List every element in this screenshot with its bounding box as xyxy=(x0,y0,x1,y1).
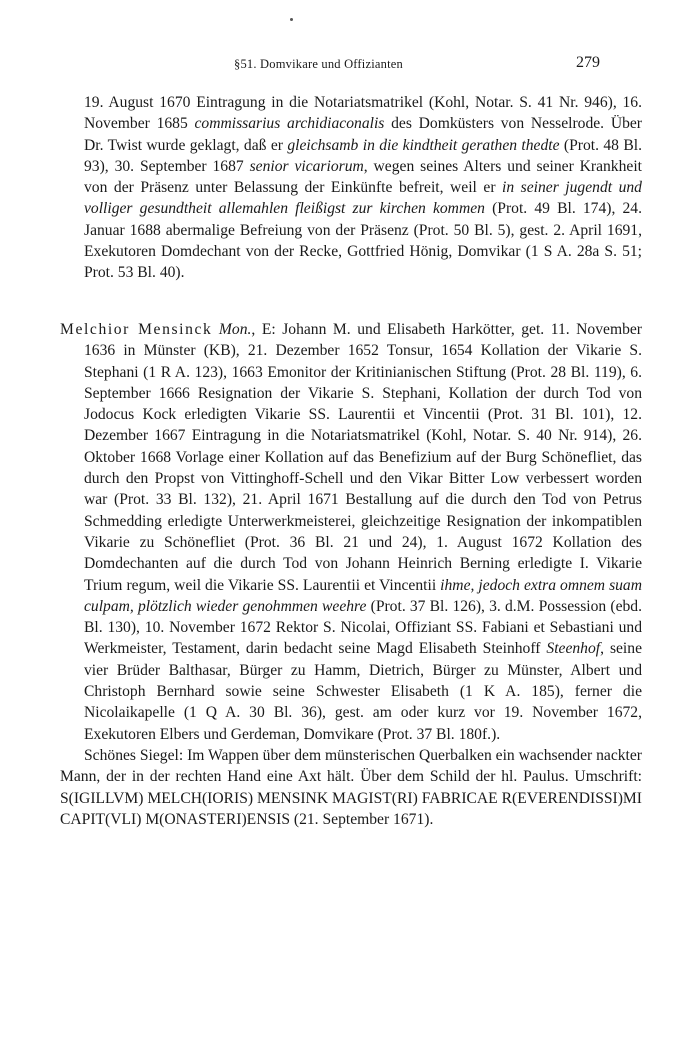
mon-abbrev: Mon. xyxy=(218,321,252,338)
entry-block xyxy=(60,319,642,830)
name-variant: Steenhof xyxy=(546,640,601,658)
entry-name: Melchior Mensinck xyxy=(60,321,213,338)
german-quote: gleichsamb in die kindtheit gerathen thedte xyxy=(287,136,560,154)
page-speck xyxy=(290,18,293,21)
german-quote: ihme, jedoch extra omnem suam culpam, plötzlich wieder genohmmen weehre xyxy=(84,576,642,615)
latin-quote: senior vicariorum xyxy=(249,157,364,175)
german-quote: in seiner jugendt und volliger gesundtheit allemahlen fleißigst zur kirchen kommen xyxy=(84,179,642,218)
seal-description: Schönes Siegel: Im Wappen über dem münsterischen Querbalken ein wachsender nackter Mann, der in der rechten Hand eine Axt hält. Über dem Schild der hl. Paulus. Umschrift: S(IGILLVM) MELCH(IORIS) MENSINK MAGIST(RI) FABRICAE R(EVERENDISSI)MI CAPIT(VLI) M(ONASTERI)ENSIS (21. September 1671). xyxy=(60,746,642,828)
biography-entry: Melchior Mensinck Mon., E: Johann M. und Elisabeth Harkötter, get. 11. November 1636 in Münster (KB), 21. Dezember 1652 Tonsur, 1654 Kollation der Vikarie S. Stephani (1 R A. 123), 1663 Emonitor der Kritinianischen Stiftung (Prot. 28 Bl. 119), 6. September 1666 Resignation der Vikarie S. Stephani, Kollation der durch Tod von Jodocus Kock erledigten Vikarie SS. Laurentii et Vincentii (Prot. 31 Bl. 101), 12. Dezember 1667 Eintragung in die Notariatsmatrikel (Kohl, Notar. S. 40 Nr. 914), 26. Oktober 1668 Vorlage einer Kollation auf das Benefizium auf der Burg Schönefliet, das durch den Propst von Vittinghoff-Schell und den Vikar Bitter Low verbessert worden war (Prot. 33 Bl. 132), 21. April 1671 Bestallung auf die durch den Tod von Petrus Schmedding erledigte Unterwerkmeisterei, gleichzeitige Resignation der inkompatiblen Vikarie zu Schönefliet (Prot. 36 Bl. 21 und 24), 1. August 1672 Kollation des Domdechanten auf die durch Tod von Johann Heinrich Berning erledigte I. Vikarie Trium regum, weil die Vikarie SS. Laurentii et Vincentii ihme, jedoch extra omnem suam culpam, plötzlich wieder genohmmen weehre (Prot. 37 Bl. 126), 3. d.M. Possession (ebd. Bl. 130), 10. November 1672 Rektor S. Nicolai, Offiziant SS. Fabiani et Sebastiani und Werkmeister, Testament, darin bedacht seine Magd Elisabeth Steinhoff Steenhof, seine vier Brüder Balthasar, Bürger zu Hamm, Dietrich, Bürger zu Münster, Albert und Christoph Bernhard sowie seine Schwester Elisabeth (1 K A. 185), ferner die Nicolaikapelle (1 Q A. 30 Bl. 36), gest. am oder kurz vor 19. November 1672, Exekutoren Elbers und Gerdeman, Domvikare (Prot. 37 Bl. 180f.). xyxy=(60,321,642,743)
running-head xyxy=(0,54,700,74)
latin-quote: commissarius archidiaconalis xyxy=(194,115,385,133)
continuation-paragraph: 19. August 1670 Eintragung in die Notariatsmatrikel (Kohl, Notar. S. 41 Nr. 946), 16. November 1685 commissarius archidiaconalis des Domküsters von Nesselrode. Über Dr. Twist wurde geklagt, daß er gleichsamb in die kindtheit gerathen thedte (Prot. 48 Bl. 93), 30. September 1687 senior vicariorum, wegen seines Alters und seiner Krankheit von der Präsenz unter Belassung der Einkünfte befreit, weil er in seiner jugendt und volliger gesundtheit allemahlen fleißigst zur kirchen kommen (Prot. 49 Bl. 174), 24. Januar 1688 abermalige Befreiung von der Präsenz (Prot. 50 Bl. 5), gest. 2. April 1691, Exekutoren Domdechant von der Recke, Gottfried Hönig, Domvikar (1 S A. 28a S. 51; Prot. 53 Bl. 40). xyxy=(84,94,643,282)
section-title: §51. Domvikare und Offizianten xyxy=(234,57,403,71)
page-number: 279 xyxy=(576,54,600,71)
continuation-block xyxy=(60,92,642,284)
